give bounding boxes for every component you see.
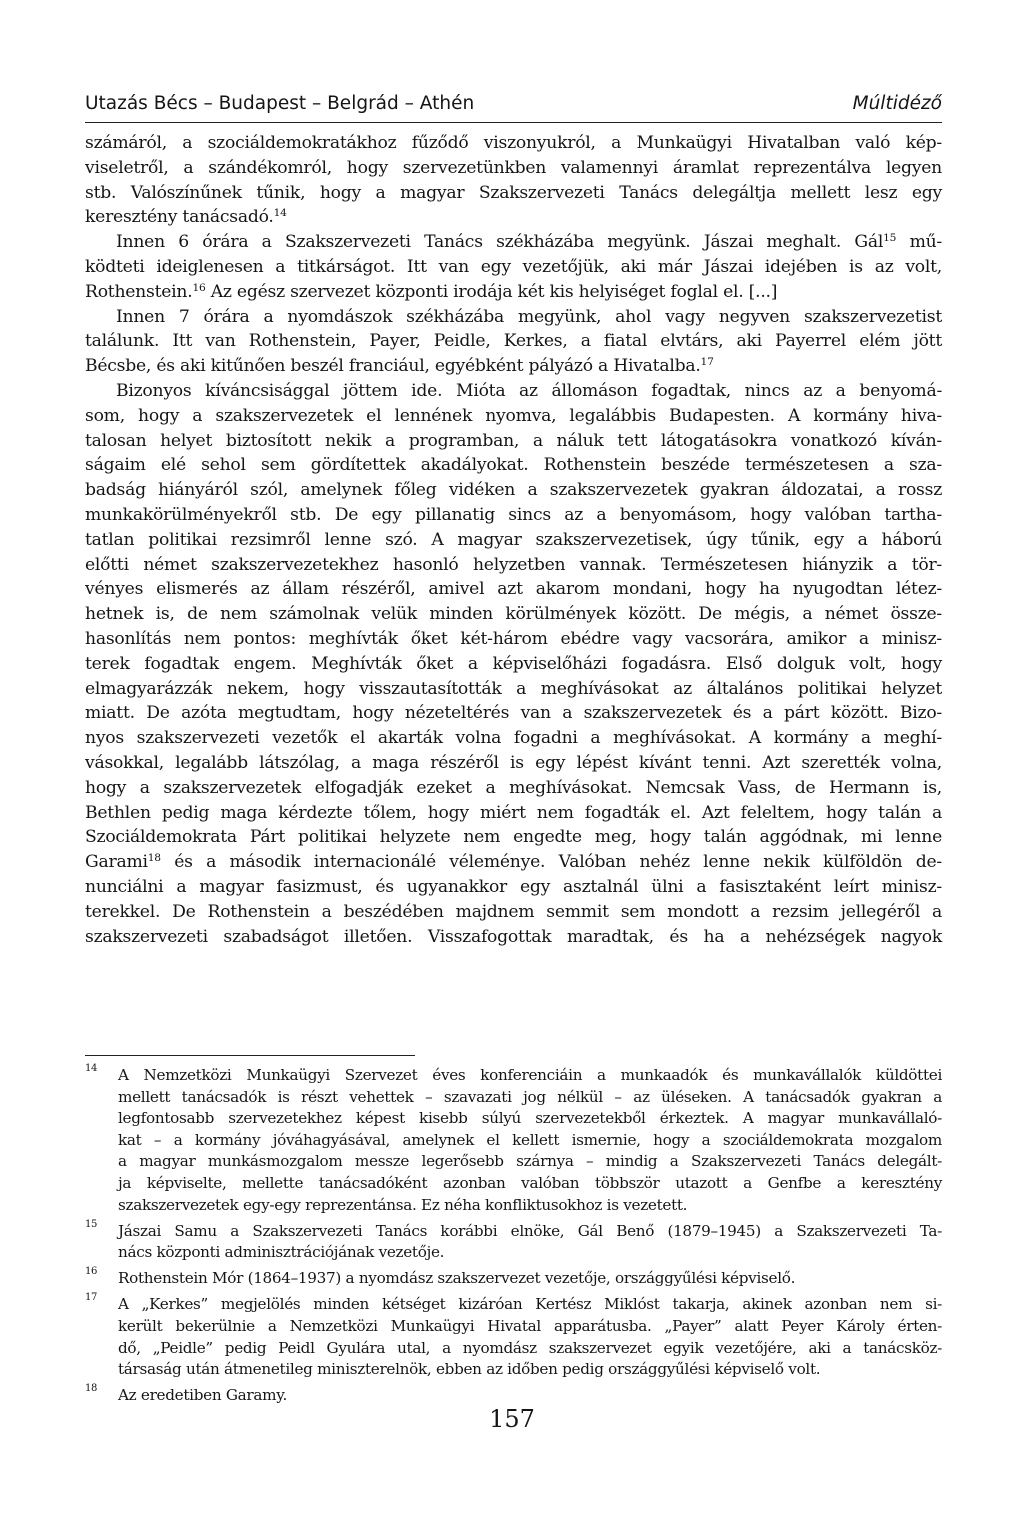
text-line: ságaim elé sehol sem gördítettek akadályokat. Rothenstein beszéde természetesen a sza- [85,455,942,476]
text-line: Bethlen pedig maga kérdezte tőlem, hogy miért nem fogadták el. Azt feleltem, hogy talán a [85,802,942,823]
text-line: nyos szakszervezeti vezetők el akarták volna fogadni a meghívásokat. A kormány a meghí- [85,728,942,749]
text-line: Innen 7 órára a nyomdászok székházába megyünk, ahol vagy negyven szakszervezetist [116,306,942,327]
footnote-line: társaság után átmenetileg miniszterelnök, ebben az időben pedig országgyűlési képviselő volt. [118,1360,821,1379]
footnote-line: a magyar munkásmozgalom messze legerősebb szárnya – mindig a Szakszervezeti Tanács delegált- [118,1152,942,1171]
text-line: elmagyarázzák nekem, hogy visszautasították a meghívásokat az általános politikai helyzet [85,678,942,699]
text-line: vényes elismerés az állam részéről, amivel azt akarom mondani, hogy ha nyugodtan létez- [85,579,942,600]
text-line: hasonlítás nem pontos: meghívták őket két-három ebédre vagy vacsorára, amikor a minisz- [85,628,942,649]
text-line: szakszervezeti szabadságot illetően. Visszafogottak maradtak, és ha a nehézségek nagyok [85,926,942,947]
running-header [85,93,942,115]
paragraph [85,230,942,304]
text-segment: Rothenstein. [85,281,193,302]
footnote-ref: 18 [147,851,161,865]
text-line: ködteti ideiglenesen a titkárságot. Itt van egy vezetőjük, aki már Jászai idejében is az volt, [85,256,942,277]
paragraph [85,379,942,949]
text-segment: keresztény tanácsadó. [85,207,274,228]
footnote-ref: 17 [700,355,714,369]
footnote-line: Az eredetiben Garamy. [118,1386,288,1405]
text-line [85,205,942,230]
footnote-line: dő, „Peidle” pedig Peidl Gyulára utal, a nyomdász szakszervezet egyik vezetőjére, aki a tanácsköz- [118,1338,942,1357]
text-line [85,850,942,875]
text-line: Szociáldemokrata Párt politikai helyzete nem engedte meg, hogy talán aggódnak, mi lenne [85,827,942,848]
footnote-separator [85,1055,415,1056]
text-line: miatt. De azóta megtudtam, hogy nézeteltérés van a szakszervezetek és a párt között. Bizo- [85,703,942,724]
text-line: találunk. Itt van Rothenstein, Payer, Peidle, Kerkes, a fiatal elvtárs, aki Payerrel elém jött [85,331,942,352]
text-line: badság hiányáról szól, amelynek főleg vidéken a szakszervezetek gyakran áldozatai, a rossz [85,480,942,501]
text-line [85,354,942,379]
text-line: talosan helyet biztosított nekik a programban, a náluk tett látogatásokra vonatkozó kíván- [85,430,942,451]
footnote-line: kat – a kormány jóváhagyásával, amelynek el kellett ismernie, hogy a szociáldemokrata mozgalom [118,1130,942,1149]
text-line: terekkel. De Rothenstein a beszédében majdnem semmit sem mondott a rezsim jellegéről a [85,901,942,922]
text-line: tatlan politikai rezsimről lenne szó. A magyar szakszervezetisek, úgy tűnik, egy a háború [85,529,942,550]
footnote [85,1218,942,1264]
running-header-section: Múltidéző [852,93,942,114]
text-line: nunciálni a magyar fasizmust, és ugyanakkor egy asztalnál ülni a fasisztaként leírt minisz- [85,876,942,897]
paragraph [85,131,942,230]
text-line: hogy a szakszervezetek elfogadják ezeket a meghívásokat. Nemcsak Vass, de Hermann is, [85,777,942,798]
footnote-line: szakszervezetek egy-egy reprezentánsa. Ez néha konfliktusokhoz is vezetett. [118,1195,688,1214]
text-line [85,280,942,305]
footnote-number: 16 [85,1266,98,1278]
footnote-number: 14 [85,1063,98,1074]
footnote-line: ja képviselte, mellette tanácsadóként azonban valóban többször utazott a Genfbe a keresztény [118,1173,942,1192]
text-segment: Bécsbe, és aki kitűnően beszél franciául, egyébként pályázó a Hivatalba. [85,356,701,377]
text-line: som, hogy a szakszervezetek el lennének nyomva, legalábbis Budapesten. A kormány hiva- [85,405,942,426]
paragraph [85,305,942,379]
footnote-line: mellett tanácsadók is részt vehettek – szavazati jog nélkül – az üléseken. A tanácsadók gyakran a [118,1087,942,1106]
footnote [85,1065,942,1216]
text-line: Bizonyos kíváncsisággal jöttem ide. Mióta az állomáson fogadtak, nincs az a benyomá- [116,380,942,401]
text-segment: Innen 6 órára a Szakszervezeti Tanács székházába megyünk. Jászai meghalt. Gál [116,232,884,253]
header-rule [85,122,942,123]
text-segment: és a második internacionálé véleménye. Valóban nehéz lenne nekik külföldön de- [160,852,942,873]
text-line: terek fogadtak engem. Meghívták őket a képviselőházi fogadásra. Első dolguk volt, hogy [85,653,942,674]
footnotes [85,1065,942,1411]
text-line: hetnek is, de nem számolnak velük minden körülmények között. De mégis, a német össze- [85,604,942,625]
running-header-title: Utazás Bécs – Budapest – Belgrád – Athén [85,93,475,114]
text-segment: Az egész szervezet központi irodája két kis helyiséget foglal el. [...] [210,281,778,302]
footnote-ref: 14 [273,206,287,220]
footnote-ref: 15 [883,231,897,245]
footnote-line: A „Kerkes” megjelölés minden kétséget kizáróan Kertész Miklóst takarja, akinek azonban nem si- [118,1295,942,1314]
footnote-line: nács központi adminisztrációjának vezetője. [118,1243,445,1262]
text-line: munkakörülményekről stb. De egy pillanatig sincs az a benyomásom, hogy valóban tartha- [85,504,942,525]
text-segment: mű- [896,232,942,253]
footnote-number: 15 [85,1218,98,1230]
text-line: viseletről, a szándékomról, hogy szervezetünkben valamennyi áramlat reprezentálva legyen [85,157,942,178]
text-line: vásokkal, legalább látszólag, a maga részéről is egy lépést kívánt tenni. Azt szerették volna, [85,752,942,773]
text-line: számáról, a szociáldemokratákhoz fűződő viszonyukról, a Munkaügyi Hivatalban való kép- [85,133,942,153]
footnote-number: 17 [85,1292,98,1304]
footnote-line: Rothenstein Mór (1864–1937) a nyomdász szakszervezet vezetője, országgyűlési képviselő. [118,1269,796,1288]
footnote [85,1294,942,1380]
footnote-line: Jászai Samu a Szakszervezeti Tanács korábbi elnöke, Gál Benő (1879–1945) a Szakszervezeti Ta- [118,1221,942,1240]
footnote [85,1268,942,1290]
text-line: stb. Valószínűnek tűnik, hogy a magyar Szakszervezeti Tanács delegáltja mellett lesz egy [85,182,942,203]
text-segment: Garami [85,852,148,873]
footnote-line: került bekerülnie a Nemzetközi Munkaügyi Hivatal apparátusba. „Payer” alatt Peyer Károly érten- [118,1317,942,1336]
footnote-ref: 16 [192,280,206,294]
page-number: 157 [489,1405,535,1433]
footnote-number: 18 [85,1383,98,1395]
main-text [85,131,942,949]
footnote-line: legfontosabb szervezetekhez képest kisebb súlyú szervezetekből érkeztek. A magyar munkavállaló- [118,1109,942,1128]
footnote-line: A Nemzetközi Munkaügyi Szervezet éves konferenciáin a munkaadók és munkavállalók küldöttei [118,1066,942,1084]
text-line [85,230,942,255]
text-line: előtti német szakszervezetekhez hasonló helyzetben vannak. Természetesen hiányzik a tör- [85,554,942,575]
